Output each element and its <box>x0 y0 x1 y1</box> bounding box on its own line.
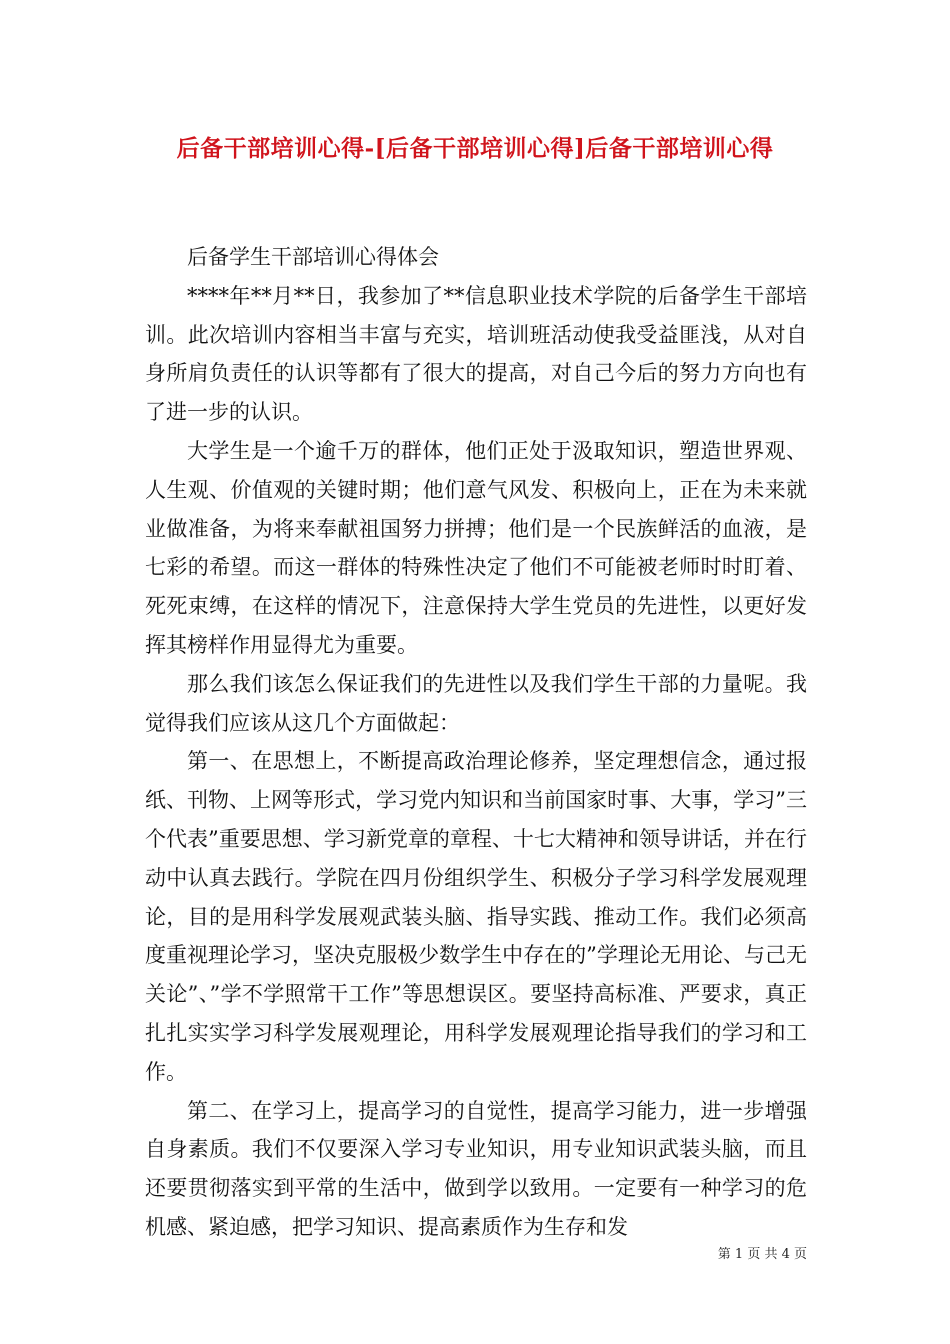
paragraph: ****年**月**日，我参加了**信息职业技术学院的后备学生干部培训。此次培训内容相当丰富与充实，培训班活动使我受益匪浅，从对自身所肩负责任的认识等都有了很大的提高，对自己今后的努力方向也有了进一步的认识。 <box>145 283 807 425</box>
paragraph: 大学生是一个逾千万的群体，他们正处于汲取知识，塑造世界观、人生观、价值观的关键时期；他们意气风发、积极向上，正在为未来就业做准备，为将来奉献祖国努力拼搏；他们是一个民族鲜活的血液，是七彩的希望。而这一群体的特殊性决定了他们不可能被老师时时盯着、死死束缚，在这样的情况下，注意保持大学生党员的先进性，以更好发挥其榜样作用显得尤为重要。 <box>145 438 807 657</box>
paragraph-subtitle: 后备学生干部培训心得体会 <box>187 245 439 269</box>
page-number: 第 1 页 共 4 页 <box>717 1247 807 1262</box>
document-title: 后备干部培训心得-[后备干部培训心得]后备干部培训心得 <box>176 135 774 162</box>
document-body <box>145 238 807 1247</box>
paragraph: 第一、在思想上，不断提高政治理论修养，坚定理想信念，通过报纸、刊物、上网等形式，学习党内知识和当前国家时事、大事，学习”三个代表”重要思想、学习新党章的章程、十七大精神和领导讲话，并在行动中认真去践行。学院在四月份组织学生、积极分子学习科学发展观理论，目的是用科学发展观武装头脑、指导实践、推动工作。我们必须高度重视理论学习，坚决克服极少数学生中存在的”学理论无用论、与己无关论”、”学不学照常干工作”等思想误区。要坚持高标准、严要求，真正扎扎实实学习科学发展观理论，用科学发展观理论指导我们的学习和工作。 <box>145 749 807 1084</box>
paragraph: 那么我们该怎么保证我们的先进性以及我们学生干部的力量呢。我觉得我们应该从这几个方面做起： <box>145 671 807 735</box>
paragraph: 第二、在学习上，提高学习的自觉性，提高学习能力，进一步增强自身素质。我们不仅要深入学习专业知识，用专业知识武装头脑，而且还要贯彻落实到平常的生活中，做到学以致用。一定要有一种学习的危机感、紧迫感，把学习知识、提高素质作为生存和发 <box>145 1098 807 1239</box>
